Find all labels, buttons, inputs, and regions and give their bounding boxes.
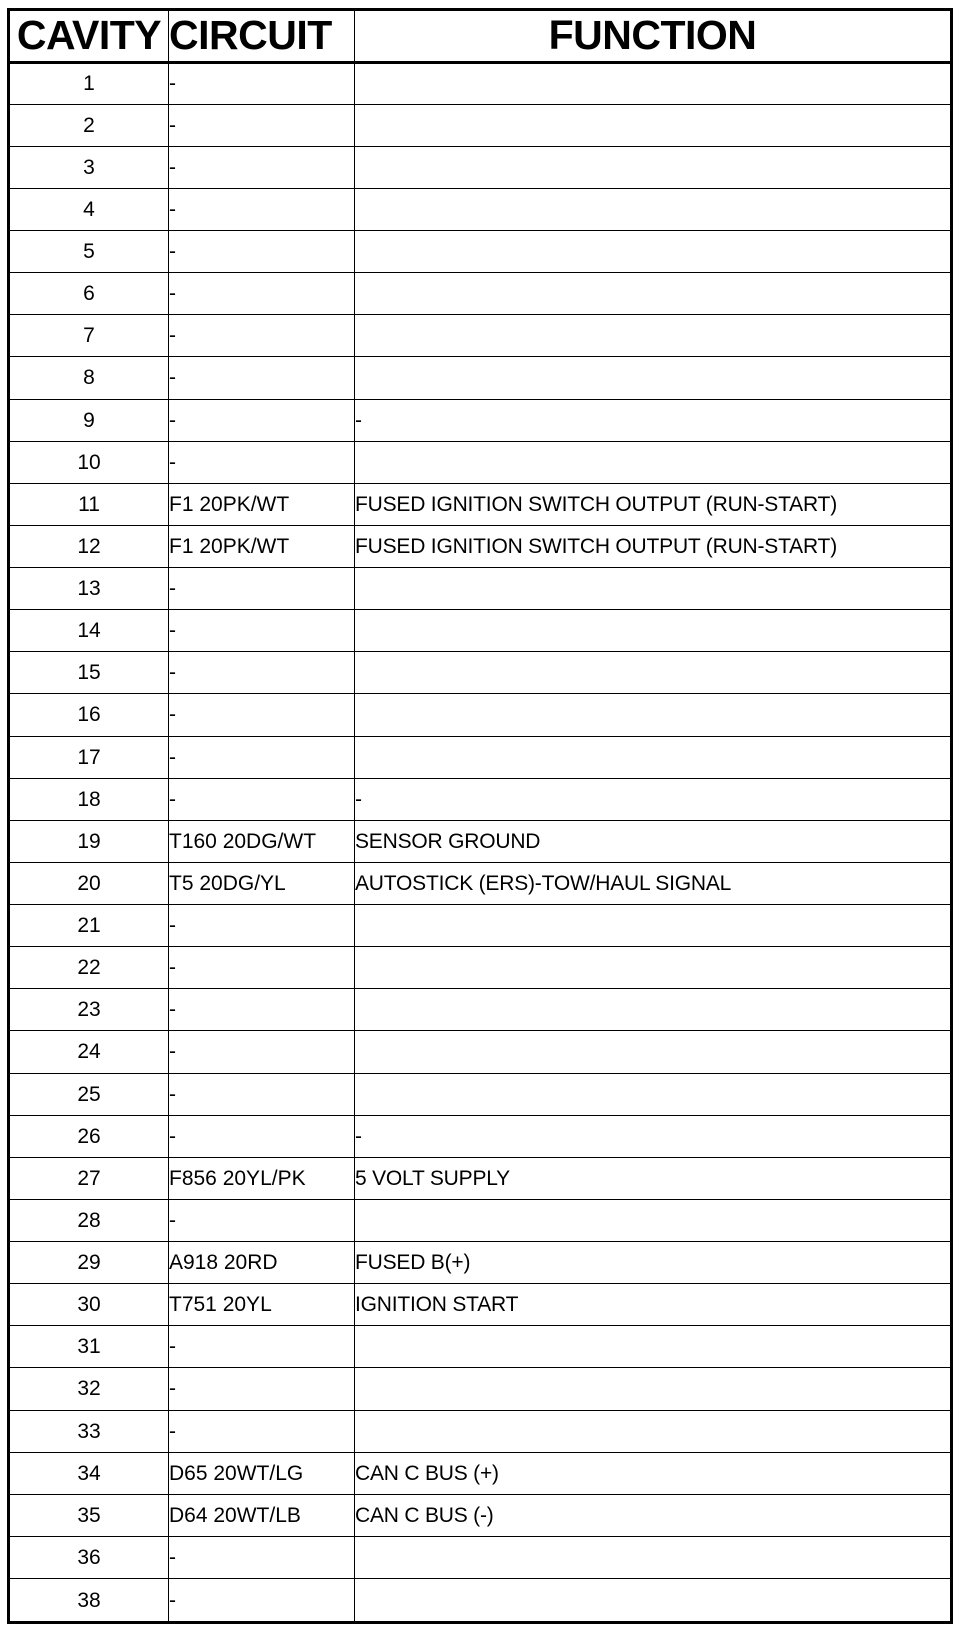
function-cell	[355, 231, 951, 273]
circuit-cell: -	[169, 273, 355, 315]
connector-pinout-table	[10, 11, 950, 1621]
cavity-cell: 38	[10, 1579, 169, 1622]
cavity-cell: 18	[10, 778, 169, 820]
table-row	[10, 231, 950, 273]
circuit-cell: -	[169, 146, 355, 188]
cavity-cell: 33	[10, 1410, 169, 1452]
circuit-cell: -	[169, 62, 355, 104]
function-cell	[355, 1368, 951, 1410]
table-row	[10, 1326, 950, 1368]
table-row	[10, 1579, 950, 1622]
cavity-cell: 1	[10, 62, 169, 104]
table-row	[10, 273, 950, 315]
circuit-cell: -	[169, 1199, 355, 1241]
table-row	[10, 989, 950, 1031]
table-row	[10, 357, 950, 399]
function-cell: -	[355, 399, 951, 441]
table-row	[10, 399, 950, 441]
circuit-cell: -	[169, 1579, 355, 1622]
function-cell	[355, 694, 951, 736]
circuit-cell: -	[169, 905, 355, 947]
circuit-cell: -	[169, 1326, 355, 1368]
function-cell	[355, 1073, 951, 1115]
circuit-cell: -	[169, 778, 355, 820]
circuit-cell: -	[169, 399, 355, 441]
function-cell: 5 VOLT SUPPLY	[355, 1157, 951, 1199]
header-function: FUNCTION	[355, 11, 951, 62]
table-row	[10, 441, 950, 483]
table-row	[10, 146, 950, 188]
cavity-cell: 4	[10, 188, 169, 230]
table-row	[10, 610, 950, 652]
cavity-cell: 26	[10, 1115, 169, 1157]
table-body	[10, 62, 950, 1621]
function-cell	[355, 62, 951, 104]
circuit-cell: -	[169, 1410, 355, 1452]
circuit-cell: T751 20YL	[169, 1284, 355, 1326]
cavity-cell: 19	[10, 820, 169, 862]
table-row	[10, 315, 950, 357]
cavity-cell: 24	[10, 1031, 169, 1073]
function-cell	[355, 610, 951, 652]
cavity-cell: 27	[10, 1157, 169, 1199]
cavity-cell: 12	[10, 525, 169, 567]
cavity-cell: 21	[10, 905, 169, 947]
function-cell: CAN C BUS (-)	[355, 1494, 951, 1536]
circuit-cell: -	[169, 652, 355, 694]
circuit-cell: -	[169, 315, 355, 357]
cavity-cell: 29	[10, 1242, 169, 1284]
function-cell: SENSOR GROUND	[355, 820, 951, 862]
cavity-cell: 7	[10, 315, 169, 357]
table-row	[10, 736, 950, 778]
table-row	[10, 1368, 950, 1410]
function-cell	[355, 989, 951, 1031]
table-row	[10, 1494, 950, 1536]
circuit-cell: -	[169, 1115, 355, 1157]
function-cell	[355, 568, 951, 610]
table-row	[10, 1284, 950, 1326]
circuit-cell: -	[169, 1073, 355, 1115]
function-cell	[355, 1199, 951, 1241]
function-cell	[355, 188, 951, 230]
circuit-cell: D64 20WT/LB	[169, 1494, 355, 1536]
table-row	[10, 568, 950, 610]
table-row	[10, 694, 950, 736]
header-cavity: CAVITY	[10, 11, 169, 62]
table-row	[10, 525, 950, 567]
circuit-cell: -	[169, 231, 355, 273]
circuit-cell: A918 20RD	[169, 1242, 355, 1284]
table-header	[10, 11, 950, 62]
circuit-cell: F1 20PK/WT	[169, 525, 355, 567]
circuit-cell: -	[169, 610, 355, 652]
cavity-cell: 9	[10, 399, 169, 441]
circuit-cell: -	[169, 568, 355, 610]
circuit-cell: -	[169, 188, 355, 230]
function-cell	[355, 1579, 951, 1622]
cavity-cell: 31	[10, 1326, 169, 1368]
cavity-cell: 14	[10, 610, 169, 652]
cavity-cell: 6	[10, 273, 169, 315]
circuit-cell: -	[169, 989, 355, 1031]
table-row	[10, 1115, 950, 1157]
cavity-cell: 16	[10, 694, 169, 736]
function-cell	[355, 273, 951, 315]
header-circuit: CIRCUIT	[169, 11, 355, 62]
circuit-cell: D65 20WT/LG	[169, 1452, 355, 1494]
function-cell	[355, 315, 951, 357]
circuit-cell: T160 20DG/WT	[169, 820, 355, 862]
circuit-cell: F1 20PK/WT	[169, 483, 355, 525]
cavity-cell: 10	[10, 441, 169, 483]
cavity-cell: 22	[10, 947, 169, 989]
function-cell: FUSED IGNITION SWITCH OUTPUT (RUN-START)	[355, 483, 951, 525]
cavity-cell: 23	[10, 989, 169, 1031]
cavity-cell: 36	[10, 1536, 169, 1578]
table-row	[10, 652, 950, 694]
cavity-cell: 8	[10, 357, 169, 399]
table-row	[10, 1157, 950, 1199]
function-cell: -	[355, 1115, 951, 1157]
function-cell	[355, 652, 951, 694]
cavity-cell: 2	[10, 104, 169, 146]
table-row	[10, 104, 950, 146]
table-row	[10, 1242, 950, 1284]
circuit-cell: -	[169, 1031, 355, 1073]
table-row	[10, 905, 950, 947]
table-row	[10, 820, 950, 862]
cavity-cell: 32	[10, 1368, 169, 1410]
cavity-cell: 5	[10, 231, 169, 273]
function-cell	[355, 736, 951, 778]
function-cell	[355, 357, 951, 399]
function-cell: IGNITION START	[355, 1284, 951, 1326]
header-row	[10, 11, 950, 62]
cavity-cell: 20	[10, 862, 169, 904]
function-cell	[355, 905, 951, 947]
cavity-cell: 34	[10, 1452, 169, 1494]
cavity-cell: 3	[10, 146, 169, 188]
function-cell: AUTOSTICK (ERS)-TOW/HAUL SIGNAL	[355, 862, 951, 904]
circuit-cell: -	[169, 104, 355, 146]
table-row	[10, 1073, 950, 1115]
cavity-cell: 25	[10, 1073, 169, 1115]
function-cell: FUSED B(+)	[355, 1242, 951, 1284]
circuit-cell: -	[169, 1536, 355, 1578]
cavity-cell: 15	[10, 652, 169, 694]
table-row	[10, 62, 950, 104]
function-cell: FUSED IGNITION SWITCH OUTPUT (RUN-START)	[355, 525, 951, 567]
circuit-cell: -	[169, 947, 355, 989]
table-row	[10, 862, 950, 904]
table-row	[10, 1031, 950, 1073]
circuit-cell: -	[169, 441, 355, 483]
circuit-cell: -	[169, 736, 355, 778]
table-row	[10, 1452, 950, 1494]
table-row	[10, 1199, 950, 1241]
function-cell	[355, 1326, 951, 1368]
table-row	[10, 947, 950, 989]
cavity-cell: 35	[10, 1494, 169, 1536]
circuit-cell: T5 20DG/YL	[169, 862, 355, 904]
table-row	[10, 483, 950, 525]
connector-pinout-sheet	[7, 8, 953, 1624]
cavity-cell: 30	[10, 1284, 169, 1326]
circuit-cell: -	[169, 694, 355, 736]
circuit-cell: -	[169, 357, 355, 399]
function-cell	[355, 1410, 951, 1452]
function-cell	[355, 146, 951, 188]
function-cell	[355, 1536, 951, 1578]
table-row	[10, 188, 950, 230]
function-cell: CAN C BUS (+)	[355, 1452, 951, 1494]
function-cell	[355, 104, 951, 146]
table-row	[10, 778, 950, 820]
circuit-cell: F856 20YL/PK	[169, 1157, 355, 1199]
table-row	[10, 1410, 950, 1452]
function-cell	[355, 1031, 951, 1073]
function-cell: -	[355, 778, 951, 820]
cavity-cell: 11	[10, 483, 169, 525]
cavity-cell: 28	[10, 1199, 169, 1241]
table-row	[10, 1536, 950, 1578]
circuit-cell: -	[169, 1368, 355, 1410]
cavity-cell: 17	[10, 736, 169, 778]
cavity-cell: 13	[10, 568, 169, 610]
function-cell	[355, 947, 951, 989]
function-cell	[355, 441, 951, 483]
